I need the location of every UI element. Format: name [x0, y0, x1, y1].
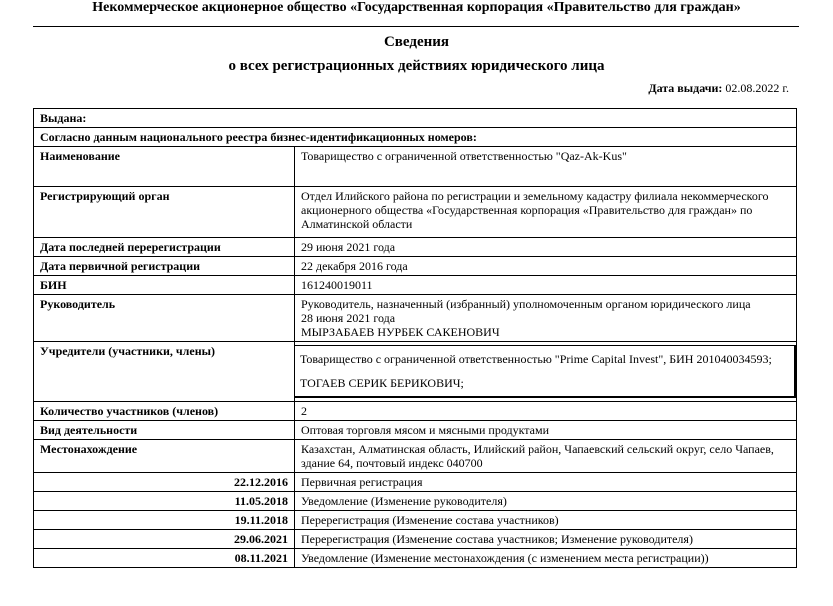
issue-date-value: 02.08.2022 г. [725, 81, 789, 95]
director-name: МЫРЗАБАЕВ НУРБЕК САКЕНОВИЧ [301, 325, 500, 339]
founders-value [295, 342, 797, 402]
table-row [34, 276, 797, 295]
director-label: Руководитель [34, 295, 295, 342]
table-row [34, 128, 797, 147]
row-label: Дата последней перерегистрации [34, 238, 295, 257]
director-date: 28 июня 2021 года [301, 311, 396, 325]
table-row [34, 257, 797, 276]
action-row [34, 511, 797, 530]
table-row [34, 295, 797, 342]
row-label: Регистрирующий орган [34, 187, 295, 238]
founders-list [294, 345, 796, 398]
table-row [34, 187, 797, 238]
issued-label: Выдана: [34, 109, 797, 128]
row-value: Отдел Илийского района по регистрации и земельному кадастру филиала некоммерческого акционерного общества «Государственная корпорация «Правительство для граждан» по Алматинской области [295, 187, 797, 238]
row-value: 22 декабря 2016 года [295, 257, 797, 276]
table-row [34, 147, 797, 187]
director-value [295, 295, 797, 342]
action-date: 22.12.2016 [34, 473, 295, 492]
table-row [34, 238, 797, 257]
row-label: БИН [34, 276, 295, 295]
action-description: Перерегистрация (Изменение состава участников) [295, 511, 797, 530]
action-date: 29.06.2021 [34, 530, 295, 549]
row-value: 161240019011 [295, 276, 797, 295]
row-value: 2 [295, 402, 797, 421]
action-description: Уведомление (Изменение руководителя) [295, 492, 797, 511]
action-date: 11.05.2018 [34, 492, 295, 511]
table-row [34, 421, 797, 440]
action-description: Первичная регистрация [295, 473, 797, 492]
action-description: Перерегистрация (Изменение состава участников; Изменение руководителя) [295, 530, 797, 549]
row-label: Наименование [34, 147, 295, 187]
row-value: 29 июня 2021 года [295, 238, 797, 257]
row-label: Дата первичной регистрации [34, 257, 295, 276]
action-date: 19.11.2018 [34, 511, 295, 530]
row-label: Местонахождение [34, 440, 295, 473]
action-row [34, 473, 797, 492]
document-title: Сведения [383, 34, 450, 50]
row-label: Вид деятельности [34, 421, 295, 440]
registration-table [33, 108, 797, 568]
founder-item: ТОГАЕВ СЕРИК БЕРИКОВИЧ; [300, 376, 464, 390]
founder-item: Товарищество с ограниченной ответственностью "Prime Capital Invest", БИН 201040034593; [300, 352, 772, 366]
founders-label: Учредители (участники, члены) [34, 342, 295, 402]
action-row [34, 549, 797, 568]
action-description: Уведомление (Изменение местонахождения (с изменением места регистрации)) [295, 549, 797, 568]
action-row [34, 492, 797, 511]
table-row [34, 402, 797, 421]
director-role: Руководитель, назначенный (избранный) уполномоченным органом юридического лица [301, 297, 751, 311]
row-value: Товарищество с ограниченной ответственностью "Qaz-Ak-Kus" [295, 147, 797, 187]
issue-date [648, 81, 789, 96]
organization-name: Некоммерческое акционерное общество «Государственная корпорация «Правительство для граждан» [92, 0, 741, 15]
table-row [34, 342, 797, 402]
row-value: Оптовая торговля мясом и мясными продуктами [295, 421, 797, 440]
registry-note: Согласно данным национального реестра бизнес-идентификационных номеров: [34, 128, 797, 147]
action-row [34, 530, 797, 549]
divider [33, 26, 799, 27]
table-row [34, 109, 797, 128]
action-date: 08.11.2021 [34, 549, 295, 568]
issue-date-label: Дата выдачи: [648, 81, 723, 95]
row-value: Казахстан, Алматинская область, Илийский район, Чапаевский сельский округ, село Чапаев, здание 64, почтовый индекс 040700 [295, 440, 797, 473]
row-label: Количество участников (членов) [34, 402, 295, 421]
table-row [34, 440, 797, 473]
document-subtitle: о всех регистрационных действиях юридического лица [228, 58, 605, 74]
